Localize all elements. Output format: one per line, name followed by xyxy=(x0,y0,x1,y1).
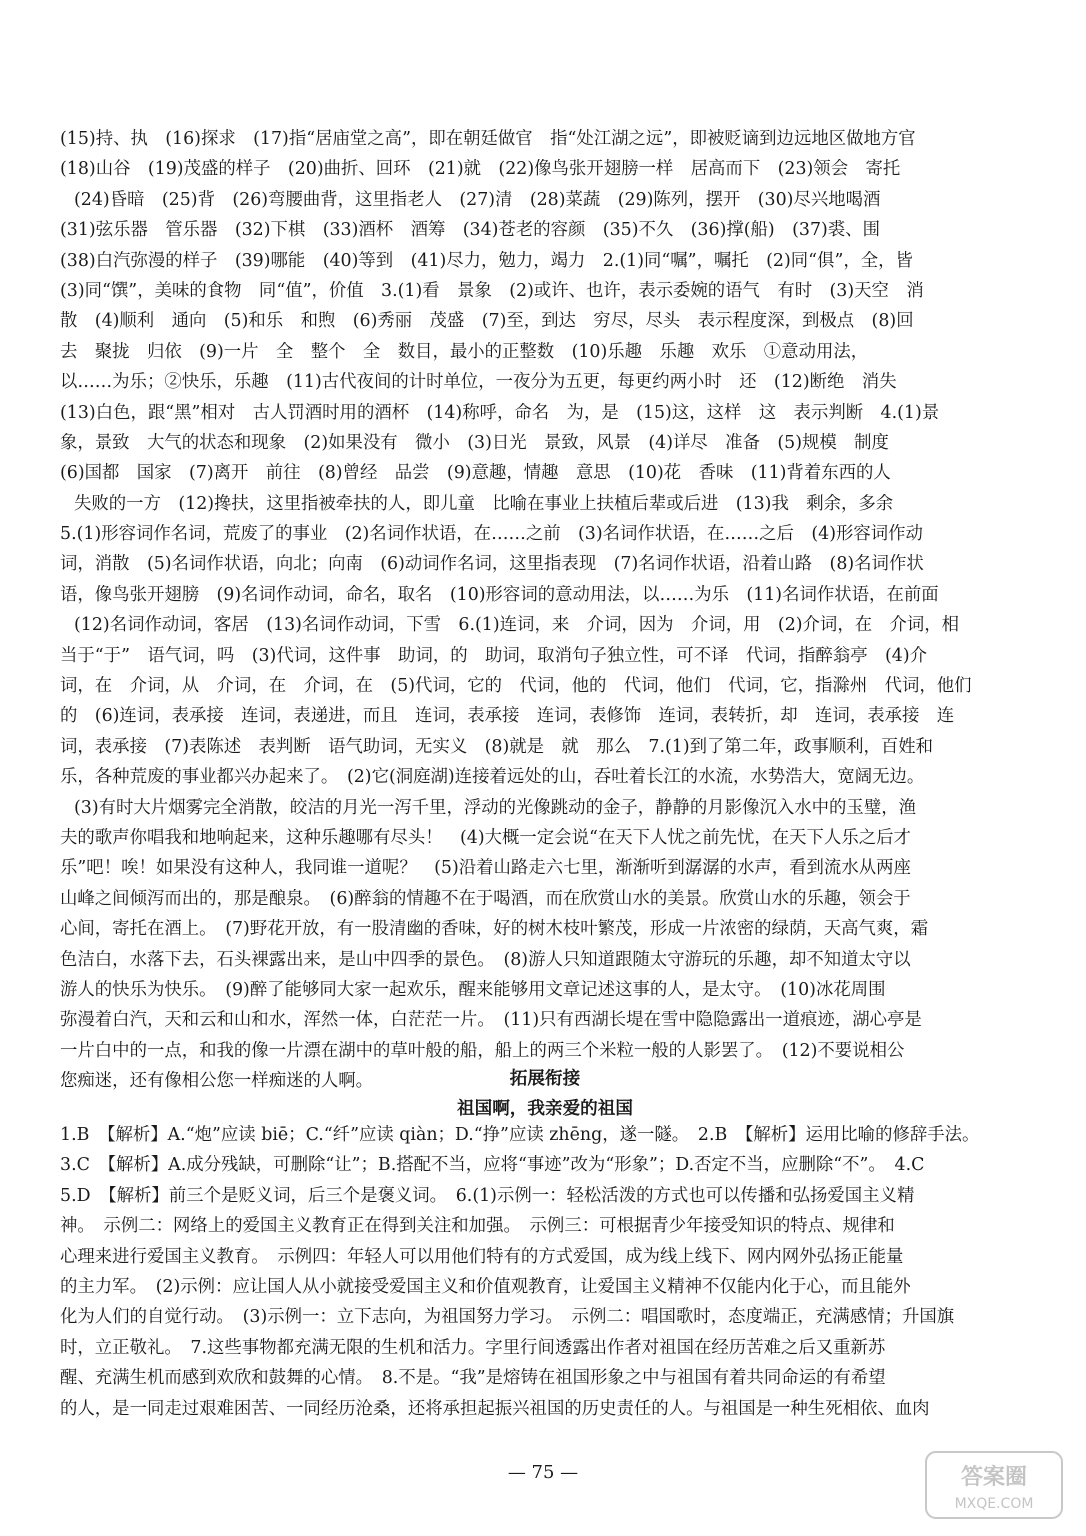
text-line: 游人的快乐为快乐。 (9)醉了能够同大家一起欢乐，醒来能够用文章记述这事的人，是太守。 (10)冰花周围 xyxy=(60,979,886,1000)
text-line: 当于“于” 语气词，吗 (3)代词，这件事 助词，的 助词，取消句子独立性，可不译 代词，指醉翁亭 (4)介 xyxy=(60,645,928,666)
text-line: 时，立正敬礼。 7.这些事物都充满无限的生机和活力。字里行间透露出作者对祖国在经历苦难之后又重新苏 xyxy=(60,1337,886,1358)
text-line: 语，像鸟张开翅膀 (9)名词作动词，命名，取名 (10)形容词的意动用法，以……为乐 (11)名词作状语，在前面 xyxy=(60,584,939,605)
text-line: 以……为乐；②快乐，乐趣 (11)古代夜间的计时单位，一夜分为五更，每更约两小时 还 (12)断绝 消失 xyxy=(60,372,897,393)
text-line: 心理来进行爱国主义教育。 示例四：年轻人可以用他们特有的方式爱国，成为线上线下、网内网外弘扬正能量 xyxy=(60,1246,904,1267)
text-line: 词，消散 (5)名词作状语，向北；向南 (6)动词作名词，这里指表现 (7)名词作状语，沿着山路 (8)名词作状 xyxy=(60,554,924,575)
page-number-value: 75 xyxy=(531,1462,555,1483)
text-line: (12)名词作动词，客居 (13)名词作动词，下雪 6.(1)连词，来 介词，因为 介词，用 (2)介词，在 介词，相 xyxy=(74,615,960,636)
svg-text:答案圈: 答案圈 xyxy=(960,1465,1028,1490)
watermark-logo xyxy=(924,1450,1064,1520)
text-line: 词，表承接 (7)表陈述 表判断 语气助词，无实义 (8)就是 就 那么 7.(1)到了第二年，政事顺利，百姓和 xyxy=(60,736,934,757)
page-number: — 75 — xyxy=(507,1462,579,1483)
section-title: 拓展衔接 xyxy=(509,1068,581,1089)
text-line: 的主力军。 (2)示例：应让国人从小就接受爱国主义和价值观教育，让爱国主义精神不仅能内化于心，而且能外 xyxy=(60,1276,911,1297)
text-line: 词，在 介词，从 介词，在 介词，在 (5)代词，它的 代词，他的 代词，他们 代词，它，指滁州 代词，他们 xyxy=(60,676,972,697)
text-line: 散 (4)顺利 通向 (5)和乐 和煦 (6)秀丽 茂盛 (7)至，到达 穷尽，尽头 表示程度深，到极点 (8)回 xyxy=(60,311,914,332)
text-line: (24)昏暗 (25)背 (26)弯腰曲背，这里指老人 (27)清 (28)菜蔬 (29)陈列，摆开 (30)尽兴地喝酒 xyxy=(74,189,881,210)
text-line: 心间，寄托在酒上。 (7)野花开放，有一股清幽的香味，好的树木枝叶繁茂，形成一片浓密的绿荫，天高气爽，霜 xyxy=(60,919,929,940)
text-line: 乐”吧！唉！如果没有这种人，我同谁一道呢？ (5)沿着山路走六七里，渐渐听到潺潺的水声，看到流水从两座 xyxy=(60,858,911,879)
text-line: (15)持、执 (16)探求 (17)指“居庙堂之高”，即在朝廷做官 指“处江湖之远”，即被贬谪到边远地区做地方官 xyxy=(60,129,916,149)
text-line: (38)白汽弥漫的样子 (39)哪能 (40)等到 (41)尽力，勉力，竭力 2.(1)同“嘱”，嘱托 (2)同“俱”，全，皆 xyxy=(60,250,913,271)
text-line: (3)同“馔”，美味的食物 同“值”，价值 3.(1)看 景象 (2)或许、也许，表示委婉的语气 有时 (3)天空 消 xyxy=(60,280,924,301)
text-line: 乐，各种荒废的事业都兴办起来了。 (2)它(洞庭湖)连接着远处的山，吞吐着长江的水流，水势浩大，宽阔无边。 xyxy=(60,767,925,788)
text-line: 的 (6)连词，表承接 连词，表递进，而且 连词，表承接 连词，表修饰 连词，表转折，却 连词，表承接 连 xyxy=(60,706,955,727)
text-line: 山峰之间倾泻而出的，那是酿泉。 (6)醉翁的情趣不在于喝酒，而在欣赏山水的美景。欣赏山水的乐趣，领会于 xyxy=(60,888,911,909)
text-line: 色洁白，水落下去，石头裸露出来，是山中四季的景色。 (8)游人只知道跟随太守游玩的乐趣，却不知道太守以 xyxy=(60,949,911,970)
text-line: 夫的歌声你唱我和地响起来，这种乐趣哪有尽头！ (4)大概一定会说“在天下人忧之前先忧，在天下人乐之后才 xyxy=(60,827,911,848)
text-line: 弥漫着白汽，天和云和山和水，浑然一体，白茫茫一片。 (11)只有西湖长堤在雪中隐隐露出一道痕迹，湖心亭是 xyxy=(60,1010,922,1031)
text-line: 失败的一方 (12)搀扶，这里指被牵扶的人，即儿童 比喻在事业上扶植后辈或后进 (13)我 剩余，多余 xyxy=(74,493,894,514)
text-line: (13)白色，跟“黑”相对 古人罚酒时用的酒杯 (14)称呼，命名 为，是 (15)这，这样 这 表示判断 4.(1)景 xyxy=(60,402,940,423)
svg-text:MXQE.COM: MXQE.COM xyxy=(954,1496,1034,1512)
text-line: 您痴迷，还有像相公您一样痴迷的人啊。 xyxy=(60,1071,374,1092)
text-line: 去 聚拢 归依 (9)一片 全 整个 全 数目，最小的正整数 (10)乐趣 乐趣 欢乐 ①意动用法， xyxy=(60,341,869,362)
answer-text-block xyxy=(60,124,1030,1097)
text-line: 化为人们的自觉行动。 (3)示例一：立下志向，为祖国努力学习。 示例二：唱国歌时，态度端正，充满感情；升国旗 xyxy=(60,1307,955,1328)
text-line: (31)弦乐器 管乐器 (32)下棋 (33)酒杯 酒筹 (34)苍老的容颜 (35)不久 (36)撑(船) (37)裘、围 xyxy=(60,220,880,241)
text-line: (3)有时大片烟雾完全消散，皎洁的月光一泻千里，浮动的光像跳动的金子，静静的月影像沉入水中的玉璧，渔 xyxy=(74,797,916,818)
text-line: 醒、充满生机而感到欢欣和鼓舞的心情。 8.不是。“我”是熔铸在祖国形象之中与祖国有着共同命运的有希望 xyxy=(60,1368,886,1389)
text-line: 的人，是一同走过艰难困苦、一同经历沧桑，还将承担起振兴祖国的历史责任的人。与祖国是一种生死相依、血肉 xyxy=(60,1398,930,1419)
text-line: (6)国都 国家 (7)离开 前往 (8)曾经 品尝 (9)意趣，情趣 意思 (10)花 香味 (11)背着东西的人 xyxy=(60,463,891,484)
text-line: 一片白中的一点，和我的像一片漂在湖中的草叶般的船，船上的两三个米粒一般的人影罢了。 (12)不要说相公 xyxy=(60,1040,905,1061)
text-line: 5.D 【解析】前三个是贬义词，后三个是褒义词。 6.(1)示例一：轻松活泼的方式也可以传播和弘扬爱国主义精 xyxy=(60,1185,915,1206)
text-line: 象，景致 大气的状态和现象 (2)如果没有 微小 (3)日光 景致，风景 (4)详尽 准备 (5)规模 制度 xyxy=(60,432,889,453)
text-line: (18)山谷 (19)茂盛的样子 (20)曲折、回环 (21)就 (22)像鸟张开翅膀一样 居高而下 (23)领会 寄托 xyxy=(60,159,901,180)
text-line: 1.B 【解析】A.“炮”应读 biē；C.“纤”应读 qiàn；D.“挣”应读 zhēng，遂一隧。 2.B 【解析】运用比喻的修辞手法。 xyxy=(60,1125,980,1145)
text-line: 3.C 【解析】A.成分残缺，可删除“让”；B.搭配不当，应将“事迹”改为“形象”；D.否定不当，应删除“不”。 4.C xyxy=(60,1155,925,1176)
text-line: 5.(1)形容词作名词，荒废了的事业 (2)名词作状语，在……之前 (3)名词作状语，在……之后 (4)形容词作动 xyxy=(60,524,923,545)
section-subtitle: 祖国啊，我亲爱的祖国 xyxy=(457,1098,633,1119)
text-line: 神。 示例二：网络上的爱国主义教育正在得到关注和加强。 示例三：可根据青少年接受知识的特点、规律和 xyxy=(60,1216,895,1237)
answer-text-block-2 xyxy=(60,1120,1030,1424)
